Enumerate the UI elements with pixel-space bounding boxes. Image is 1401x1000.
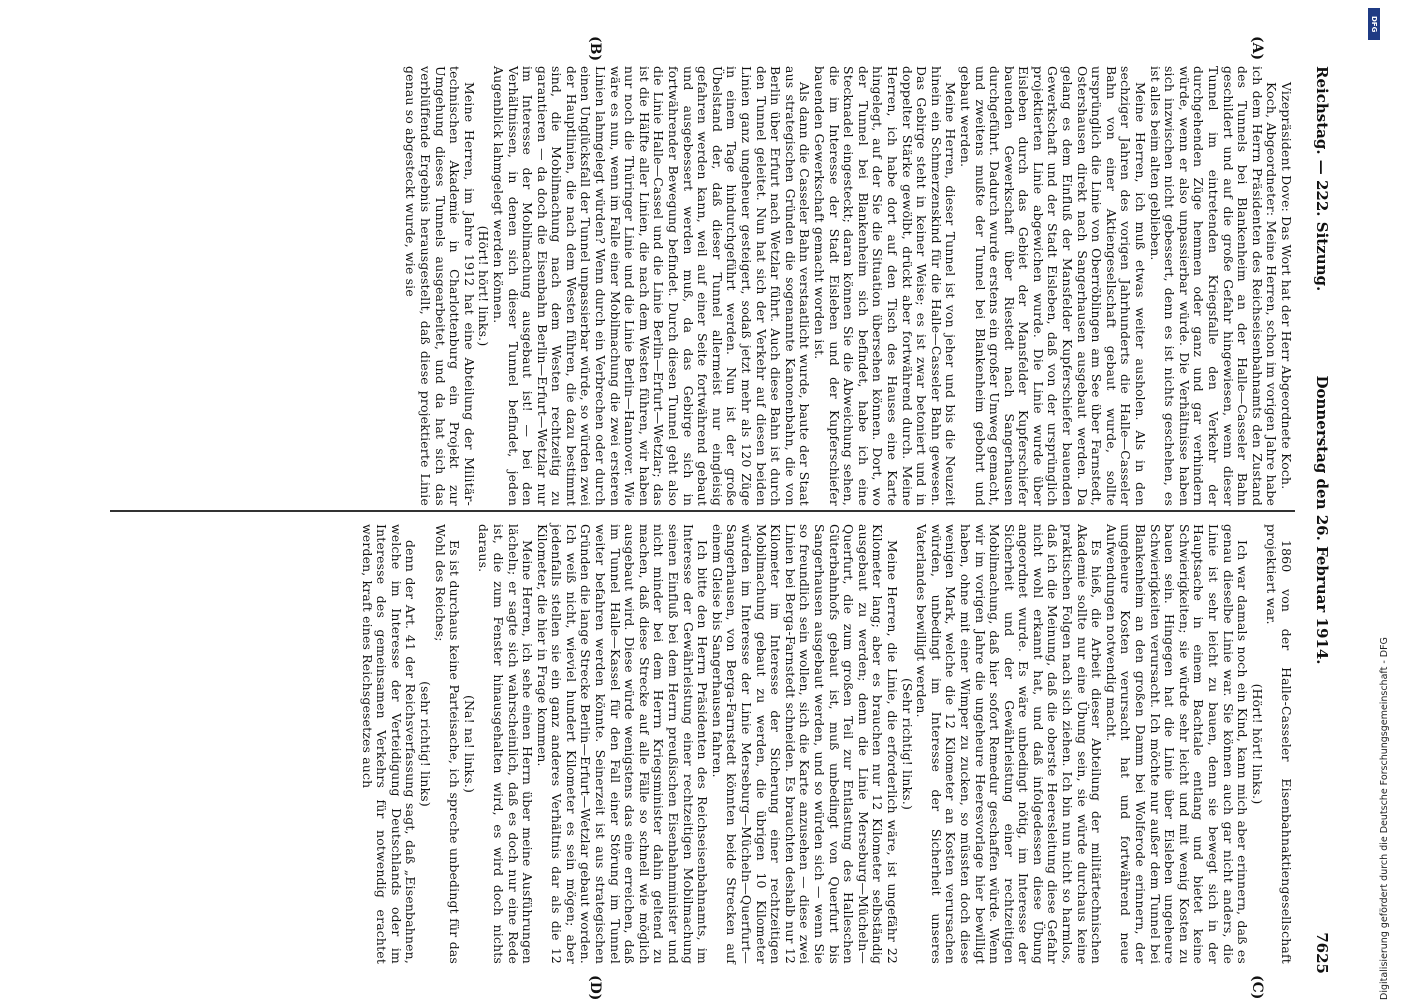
paragraph: Meine Herren, ich sehe einen Herrn über meine Ausführungen lächeln; er sagte sich wahrscheinlich, daß es doch nur eine Rede ist, die zum Fenster hinausgehalten wird, es wird doch nichts daraus. bbox=[476, 524, 536, 964]
margin-mark-c: (C) bbox=[1249, 975, 1265, 1000]
paragraph: Es ist durchaus keine Parteisache, ich spreche unbedingt für das Wohl des Reiches; bbox=[432, 524, 463, 964]
paragraph: Koch, Abgeordneter: Meine Herren, schon im vorigen Jahre habe ich dem Herrn Präsidenten des Reichseisenbahnamts den Zustand des Tunnels bei Blankenheim an der Halle—Casseler Bahn geschildert und auf die große Gefahr hingewiesen, wenn dieser Tunnel im eintretenden Kriegsfalle den Verkehr der durchgehenden Züge hemmen oder ganz und gar verhindern würde, wenn er also unpassierbar würde. Die Verhältnisse haben sich inzwischen nicht gebessert, denn es ist nichts geschehen, es ist alles beim alten geblieben. bbox=[1147, 66, 1280, 506]
page-number: 7625 bbox=[1313, 932, 1331, 974]
right-column bbox=[113, 524, 1293, 964]
credit-strip bbox=[1361, 0, 1390, 1000]
paragraph: 1860 von der Halle-Casseler Eisenbahnaktiengesellschaft projektiert war. bbox=[1264, 524, 1294, 964]
paragraph: Als dann die Casseler Bahn verstaatlicht wurde, baute der Staat aus strategischen Gründen die sogenannte Kanonenbahn, die von Berlin über Erfurt nach Wetzlar führt. Auch diese Bahn ist durch den Tunnel geleitet. Nun hat sich der Verkehr auf diesen beiden Linien ganz ungeheuer gesteigert, sodaß jetzt mehr als 120 Züge in einem Tage hindurchgeführt werden. Nun ist der große Übelstand der, daß dieser Tunnel allermeist nur eingleisig gefahren werden kann, weil auf einer Seite fortwährend gebaut und ausgebessert werden muß, da das Gebirge sich in fortwährender Bewegung befindet. Durch diesen Tunnel geht also die Linie Halle—Cassel und die Linie Berlin—Erfurt—Wetzlar; das ist die Hälfte aller Linien, die nach dem Westen führen, wir haben nur noch die Thüringer Linie und die Linie Berlin—Hannover. Wie wäre es nun, wenn im Falle einer Mobilmachung die zwei ersteren Linien lahmgelegt würden? Wenn durch ein Verbrechen oder durch einen Unglücksfall der Tunnel unpassierbar würde, so würden zwei der Hauptlinien, die nach dem Westen führen, die dazu bestimmt sind, die Mobilmachung nach dem Westen rechtzeitig zu garantieren — da doch die Eisenbahn Berlin—Erfurt—Wetzlar nur im Interesse der Mobilmachung ausgebaut ist! — bei den Verhältnissen, in denen sich dieser Tunnel befindet, jeden Augenblick lahmgelegt werden können. bbox=[490, 66, 813, 506]
paragraph: Es hieß, die Arbeit dieser Abteilung der militärtechnischen Akademie sollte nur eine Übung sein, sie würde durchaus keine praktischen Folgen nach sich ziehen. Ich bin nun nicht so harmlos, daß ich die Meinung, daß die oberste Heeresleitung diese Gefahr nicht wohl erkannt hat, und daß infolgedessen diese Übung angeordnet wurde. Es wäre unbedingt nötig, im Interesse der Sicherheit und der Gewährleistung einer rechtzeitigen Mobilmachung, daß hier sofort Remedur geschaffen würde. Wenn wir im vorigen Jahre die ungeheure Heeresvorlage hier bewilligt haben, ohne mit einer Wimper zu zucken, so müssten doch diese wenigen Mark, welche die 12 Kilometer an Kosten verursachen würden, unbedingt im Interesse der Sicherheit unseres Vaterlandes bewilligt werden. bbox=[914, 524, 1105, 964]
paragraph: Meine Herren, ich muß etwas weiter ausholen. Als in den sechziger Jahren des vorigen Jahrhunderts die Halle—Casseler Bahn von einer Aktiengesellschaft gebaut wurde, sollte ursprünglich die Linie von Oberröblingen am See über Farnstedt, Ostershausen direkt nach Sangerhausen ausgebaut werden. Da gelang es dem Einfluß der Mansfelder Kupferschiefer bauenden Gewerkschaft und der Stadt Eisleben, daß von der ursprünglich projektierten Linie abgewichen wurde. Die Linie wurde über Eisleben durch das Gebiet der Mansfelder Kupferschiefer bauenden Gewerkschaft über Riestedt nach Sangerhausen durchgeführt. Dadurch wurde erstens ein großer Umweg gemacht, und zweitens mußte der Tunnel bei Blankenheim gebohrt und gebaut werden. bbox=[957, 66, 1149, 506]
interjection: (Hört! hört! links.) bbox=[476, 225, 492, 347]
interjection: (Sehr richtig! links.) bbox=[899, 677, 915, 811]
dfg-logo: DFG bbox=[1368, 8, 1380, 40]
paragraph: Vizepräsident Dove: Das Wort hat der Herr Abgeordnete Koch. bbox=[1279, 82, 1294, 490]
running-header bbox=[1291, 66, 1331, 974]
credit-text: Digitalisierung gefördert durch die Deutsche Forschungsgemeinschaft - DFG bbox=[1379, 637, 1390, 1000]
margin-mark-a: (A) bbox=[1249, 36, 1265, 61]
paragraph: denn der Art. 41 der Reichsverfassung sagt, daß „Eisenbahnen, welche im Interesse der Verteidigung Deutschlands oder im Interesse des gemeinsamen Verkehrs für notwendig erachtet werden, kraft eines Reichsgesetzes auch bbox=[359, 524, 419, 964]
paragraph: Meine Herren, die Linie, die erforderlich wäre, ist ungefähr 22 Kilometer lang; aber es brauchen nur 12 Kilometer selbständig ausgebaut zu werden; denn die Linie Merseburg—Mücheln—Querfurt, die zum großen Teil zur Entlastung des Halleschen Güterbahnhofs gebaut ist, muß unbedingt von Querfurt bis Sangerhausen ausgebaut werden, und so würden sich — wenn Sie so freundlich sein wollen, sich die Karte anzusehen — diese zwei Linien bei Berga-Farnstedt schneiden. Es brauchten deshalb nur 12 Kilometer im Interesse der Sicherung einer rechtzeitigen Mobilmachung gebaut zu werden, die übrigen 10 Kilometer würden im Interesse der Linie Merseburg—Mücheln—Querfurt—Sangerhausen, von Berga-Farnstedt könnten beide Strecken auf einem Gleise bis Sangerhausen fahren. bbox=[709, 524, 900, 964]
column-divider bbox=[110, 510, 1295, 512]
margin-mark-d: (D) bbox=[587, 975, 603, 1000]
paragraph: Ich bitte den Herrn Präsidenten des Reichseisenbahnamts, im Interesse der Gewährleistung einer rechtzeitigen Mobilmachung seinen Einfluß bei dem Herrn preußischen Eisenbahnminister und nicht minder bei dem Herrn Kriegsminister dahin geltend zu machen, daß diese Strecke auf alle Fälle so schnell wie möglich ausgebaut wird. Diese würde wenigstens das eine erreichen, daß im Tunnel Halle—Kassel für den Fall einer Störung im Tunnel weiter befahren werden könnte. Seinerzeit ist aus strategischen Gründen die lange Strecke Berlin—Erfurt—Wetzlar gebaut worden. Ich weiß nicht, wieviel hundert Kilometer es sein mögen; aber jedenfalls stellen sie ein ganz anderes Verhältnis dar als die 12 Kilometer, die hier in Frage kommen. bbox=[534, 524, 711, 964]
header-left: Reichstag. — 222. Sitzung. bbox=[1313, 66, 1331, 292]
paragraph: Meine Herren, dieser Tunnel ist von jeher und bis die Neuzeit hinein ein Schmerzenskind für die Halle—Casseler Bahn gewesen. Das Gebirge steht in keiner Weise; es ist zwar betoniert und in doppelter Stärke gewölbt, drückt aber fortwährend durch. Meine Herren, ich habe dort auf den Tisch des Hauses eine Karte hingelegt, auf der Sie die Situation übersehen können. Dort, wo der Tunnel bei Blankenheim sich befindet, habe ich eine Stecknadel eingesteckt; daran können Sie die Abweichung sehen, die im Interesse der Stadt Eisleben und der Kupferschiefer bauenden Gewerkschaft gemacht worden ist. bbox=[812, 66, 959, 506]
paragraph: Meine Herren, im Jahre 1912 hat eine Abteilung der Militär-technischen Akademie in Charlottenburg ein Projekt zur Umgehung dieses Tunnels ausgearbeitet, und da hat sich das verblüffende Ergebnis herausgestellt, daß diese projektierte Linie genau so abgesteckt wurde, wie sie bbox=[403, 66, 477, 506]
paragraph: Ich war damals noch ein Kind, kann mich aber erinnern, daß es genau dieselbe Linie war. Sie können auch gar nicht anders, die Linie ist sehr leicht zu bauen, denn sie bewegt sich in der Hauptsache in einem Bachtale entlang und bietet keine Schwierigkeiten; sie würde sehr leicht und mit wenig Kosten zu bauen sein. Hingegen hat die Linie über Eisleben ungeheure Schwierigkeiten verursacht. Ich möchte nur außer dem Tunnel bei Blankenheim an den großen Damm bei Wolferode erinnern, der ungeheure Kosten verursacht hat und fortwährend neue Aufwendungen notwendig macht. bbox=[1103, 524, 1251, 964]
interjection: (sehr richtig! links) bbox=[417, 681, 433, 807]
margin-mark-b: (B) bbox=[587, 36, 603, 62]
left-column bbox=[113, 66, 1293, 506]
interjection: (Hört! hört! links.) bbox=[1249, 683, 1265, 805]
interjection: (Na! na! links.) bbox=[461, 694, 477, 793]
header-date: Donnerstag den 26. Februar 1914. bbox=[1313, 375, 1331, 665]
